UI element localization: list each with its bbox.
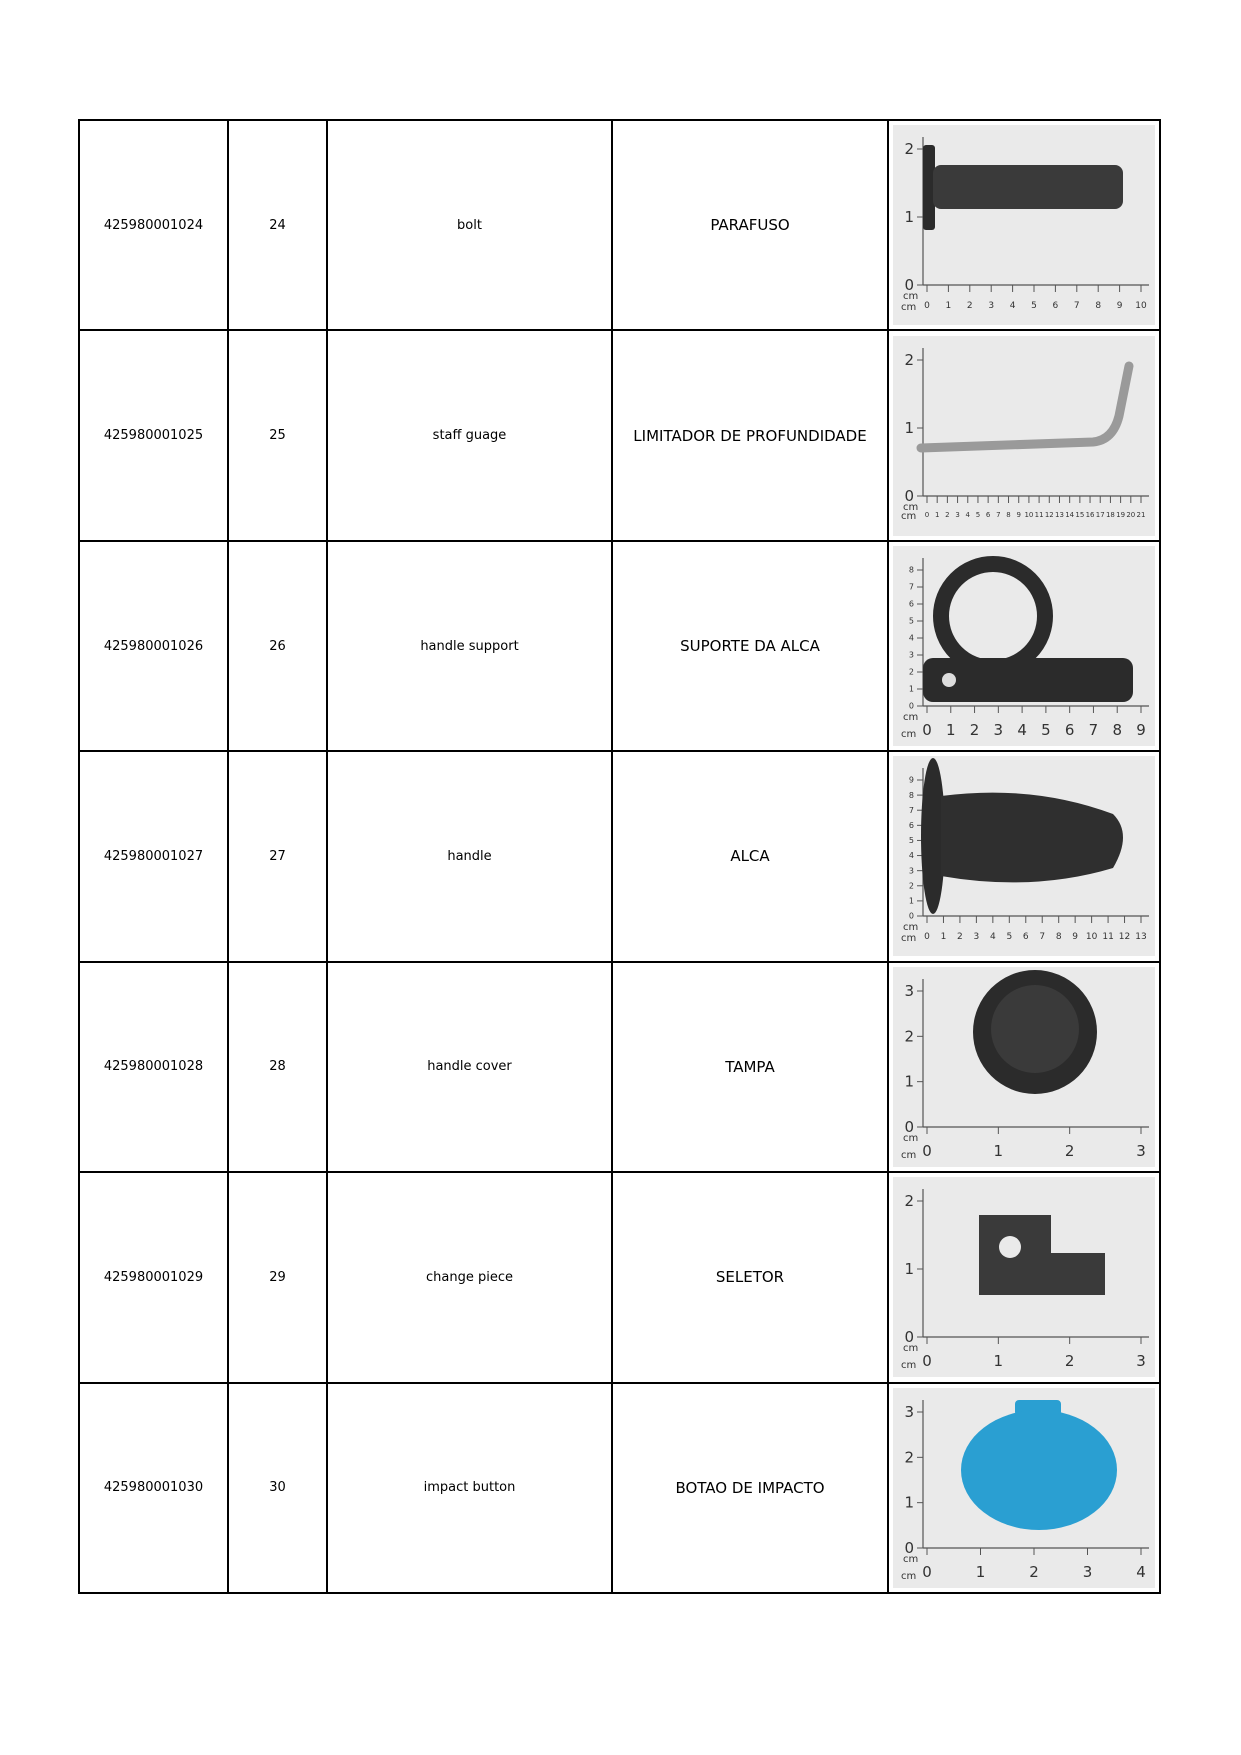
description-en: handle [327, 751, 612, 961]
ruler-y-label: 9 [908, 776, 914, 786]
ruler-y-label: 0 [908, 701, 914, 711]
ruler-x-label: 2 [1064, 1141, 1075, 1160]
position-number: 29 [228, 1172, 327, 1382]
position-number: 27 [228, 751, 327, 961]
part-code: 425980001024 [79, 120, 228, 330]
ruler-x-label: 7 [1039, 932, 1046, 943]
ruler-x-label: 1 [993, 1352, 1004, 1371]
ruler-y-label: 6 [908, 821, 914, 831]
ruler-x-label: 4 [965, 510, 970, 519]
photo-background [893, 336, 1155, 536]
ruler-y-label: 0 [904, 276, 914, 295]
ruler-y-label: 6 [908, 599, 914, 609]
ruler-x-label: 12 [1118, 932, 1131, 943]
ruler-x-label: 1 [946, 721, 956, 740]
ruler-x-label: 6 [985, 510, 991, 519]
ruler-y-label: 2 [904, 140, 914, 159]
ruler-x-label: 8 [1095, 301, 1102, 312]
ruler-x-label: 9 [1136, 721, 1146, 740]
ruler-y-label: 3 [904, 1402, 914, 1421]
ruler-x-label: 9 [1072, 932, 1079, 943]
ruler-x-label: 13 [1135, 932, 1147, 943]
ruler-x-label: 6 [1052, 301, 1059, 312]
ruler-y-label: 8 [908, 791, 914, 801]
ruler-y-label: 1 [908, 684, 914, 694]
part-code: 425980001029 [79, 1172, 228, 1382]
ruler-x-label: 3 [1082, 1562, 1093, 1581]
description-pt: SUPORTE DA ALCA [612, 541, 888, 751]
description-en: handle cover [327, 962, 612, 1172]
screw-hole [942, 673, 956, 687]
ruler-y-label: 2 [904, 350, 914, 369]
description-pt: BOTAO DE IMPACTO [612, 1383, 888, 1593]
ruler-unit-label: cm [903, 501, 919, 513]
ruler-x-label: 3 [1136, 1352, 1146, 1371]
ruler-x-label: 3 [988, 301, 995, 312]
ruler-y-label: 5 [908, 836, 914, 846]
ruler-x-label: 2 [1064, 1352, 1075, 1371]
ruler-y-label: 1 [904, 208, 914, 227]
ruler-x-label: 0 [922, 1141, 932, 1160]
ruler-x-label: 5 [975, 510, 981, 519]
part-code: 425980001030 [79, 1383, 228, 1593]
ruler-y-label: 3 [908, 866, 914, 876]
ruler-y-label: 2 [904, 1027, 914, 1046]
handle-support-photo [893, 546, 1155, 746]
ruler-x-label: 11 [1034, 510, 1044, 519]
ruler-unit-label: cm [901, 933, 917, 945]
table-row [79, 962, 1160, 1172]
ruler-y-label: 2 [908, 667, 914, 677]
ruler-unit-label: cm [903, 291, 919, 303]
ruler-unit-label: cm [903, 922, 919, 934]
ruler-x-label: 1 [993, 1141, 1004, 1160]
ruler-unit-label: cm [901, 729, 917, 741]
ruler-x-label: 2 [966, 301, 973, 312]
ruler-x-label: 0 [924, 932, 930, 943]
ruler-x-label: 16 [1085, 510, 1095, 519]
ruler-x-label: 8 [1112, 721, 1122, 740]
description-en: handle support [327, 541, 612, 751]
ruler-x-label: 11 [1102, 932, 1114, 943]
ruler-y-label: 4 [908, 851, 914, 861]
ruler-y-label: 0 [904, 1328, 914, 1347]
ruler-x-label: 0 [922, 1562, 932, 1581]
impact-button-photo [893, 1388, 1155, 1588]
ruler-x-label: 5 [1041, 721, 1051, 740]
ruler-x-label: 1 [934, 510, 940, 519]
ruler-x-label: 6 [1064, 721, 1075, 740]
ruler-y-label: 0 [904, 1538, 914, 1557]
ruler-x-label: 7 [1088, 721, 1099, 740]
ruler-x-label: 3 [973, 932, 980, 943]
ruler-x-label: 18 [1105, 510, 1115, 519]
ruler-y-label: 0 [904, 486, 914, 505]
ruler-x-label: 3 [1136, 1141, 1146, 1160]
ruler-x-label: 0 [922, 721, 932, 740]
ruler-x-label: 5 [1031, 301, 1037, 312]
ruler-unit-label: cm [903, 1553, 919, 1565]
cover-cap-photo [893, 967, 1155, 1167]
ruler-x-label: 3 [993, 721, 1004, 740]
table-row [79, 330, 1160, 540]
description-en: change piece [327, 1172, 612, 1382]
ruler-x-label: 8 [1006, 510, 1011, 519]
description-en: staff guage [327, 330, 612, 540]
ruler-x-label: 4 [1009, 301, 1016, 312]
ruler-x-label: 4 [1136, 1562, 1146, 1581]
description-pt: ALCA [612, 751, 888, 961]
ruler-x-label: 10 [1024, 510, 1034, 519]
ruler-unit-label: cm [901, 510, 917, 522]
ruler-y-label: 7 [908, 582, 914, 592]
position-number: 28 [228, 962, 327, 1172]
ruler-y-label: 2 [908, 881, 914, 891]
parts-table [78, 119, 1161, 1594]
ruler-x-label: 1 [940, 932, 947, 943]
ruler-y-label: 2 [904, 1448, 914, 1467]
ruler-y-label: 5 [908, 616, 914, 626]
position-number: 30 [228, 1383, 327, 1593]
ruler-y-label: 1 [904, 1260, 914, 1279]
ruler-y-label: 3 [908, 650, 914, 660]
ruler-x-label: 20 [1126, 510, 1136, 519]
ruler-x-label: 6 [1022, 932, 1029, 943]
ruler-x-label: 5 [1006, 932, 1013, 943]
part-code: 425980001026 [79, 541, 228, 751]
part-code: 425980001025 [79, 330, 228, 540]
ruler-x-label: 0 [924, 301, 930, 312]
ruler-y-label: 3 [904, 981, 914, 1000]
ruler-y-label: 0 [908, 912, 914, 922]
position-number: 26 [228, 541, 327, 751]
ruler-x-label: 15 [1075, 510, 1085, 519]
bolt-shank [933, 165, 1123, 209]
ruler-x-label: 12 [1044, 510, 1054, 519]
ruler-x-label: 2 [945, 510, 950, 519]
ruler-x-label: 2 [957, 932, 963, 943]
ruler-x-label: 8 [1055, 932, 1062, 943]
description-pt: TAMPA [612, 962, 888, 1172]
ruler-x-label: 0 [922, 1352, 932, 1371]
ruler-x-label: 3 [955, 510, 960, 519]
ruler-unit-label: cm [903, 1343, 919, 1355]
ruler-unit-label: cm [901, 1149, 917, 1161]
ruler-y-label: 1 [904, 1072, 914, 1091]
table-row [79, 541, 1160, 751]
ruler-x-label: 9 [1016, 510, 1021, 519]
position-number: 25 [228, 330, 327, 540]
button-body [961, 1410, 1117, 1530]
ruler-y-label: 1 [908, 897, 914, 907]
ruler-x-label: 1 [945, 301, 952, 312]
ruler-y-label: 7 [908, 806, 914, 816]
ruler-x-label: 4 [989, 932, 996, 943]
selector-plate-photo [893, 1177, 1155, 1377]
ruler-x-label: 1 [975, 1562, 986, 1581]
ruler-y-label: 1 [904, 418, 914, 437]
description-pt: SELETOR [612, 1172, 888, 1382]
ruler-y-label: 2 [904, 1192, 914, 1211]
table-row [79, 120, 1160, 330]
ruler-x-label: 10 [1135, 301, 1147, 312]
ruler-x-label: 10 [1085, 932, 1098, 943]
ruler-x-label: 21 [1136, 510, 1146, 519]
ruler-unit-label: cm [901, 1360, 917, 1372]
ruler-y-label: 1 [904, 1493, 914, 1512]
table-row [79, 1172, 1160, 1382]
ruler-y-label: 4 [908, 633, 914, 643]
description-en: bolt [327, 120, 612, 330]
description-pt: PARAFUSO [612, 120, 888, 330]
ruler-unit-label: cm [903, 1132, 919, 1144]
ruler-x-label: 2 [1029, 1562, 1039, 1581]
ruler-y-label: 8 [908, 565, 914, 575]
bolt-photo [893, 125, 1155, 325]
ruler-x-label: 0 [924, 510, 930, 519]
description-pt: LIMITADOR DE PROFUNDIDADE [612, 330, 888, 540]
part-code: 425980001027 [79, 751, 228, 961]
ruler-x-label: 7 [996, 510, 1001, 519]
ruler-x-label: 2 [969, 721, 980, 740]
handle-photo [893, 756, 1155, 956]
position-number: 24 [228, 120, 327, 330]
ruler-x-label: 19 [1116, 510, 1126, 519]
plate-hole [999, 1236, 1021, 1258]
cap-center [991, 985, 1079, 1073]
ruler-unit-label: cm [901, 1570, 917, 1582]
depth-rod-photo [893, 336, 1155, 536]
ruler-x-label: 7 [1073, 301, 1080, 312]
ruler-x-label: 14 [1065, 510, 1075, 519]
ruler-x-label: 17 [1095, 510, 1105, 519]
ruler-y-label: 0 [904, 1117, 914, 1136]
description-en: impact button [327, 1383, 612, 1593]
ruler-x-label: 13 [1055, 510, 1064, 519]
ruler-unit-label: cm [903, 712, 919, 724]
ruler-unit-label: cm [901, 302, 917, 314]
table-row [79, 1383, 1160, 1593]
ruler-x-label: 9 [1116, 301, 1123, 312]
part-code: 425980001028 [79, 962, 228, 1172]
ruler-x-label: 4 [1017, 721, 1027, 740]
table-row [79, 751, 1160, 961]
